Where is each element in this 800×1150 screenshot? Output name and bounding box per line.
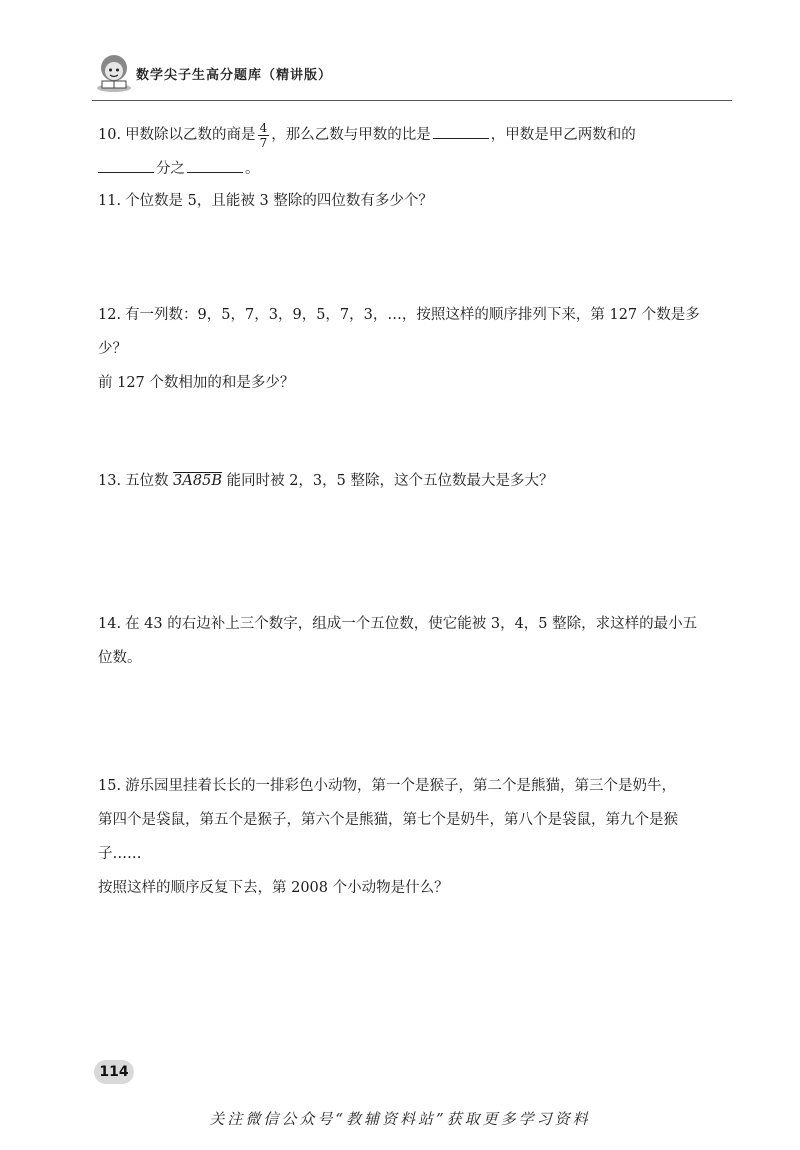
footer-note: 关注微信公众号“教辅资料站”获取更多学习资料: [209, 1110, 591, 1128]
question-text: 第四个是袋鼠，第五个是猴子，第六个是熊猫，第七个是奶牛，第八个是袋鼠，第九个是猴子……: [98, 812, 678, 862]
header-rule: [92, 100, 732, 101]
question-text: 游乐园里挂着长长的一排彩色小动物，第一个是猴子，第二个是熊猫，第三个是奶牛，: [125, 778, 677, 794]
question-11: [98, 184, 713, 218]
question-text: 在 43 的右边补上三个数字，组成一个五位数，使它能被 3，4，5 整除，求这样的最小五: [125, 616, 698, 632]
question-text: 有一列数：9，5，7，3，9，5，7，3，…，按照这样的顺序排列下来，第 127 个数是多少？: [98, 307, 700, 357]
question-text: ，甲数是甲乙两数和的: [490, 127, 636, 143]
question-index: 11.: [98, 193, 122, 209]
question-index: 13.: [98, 473, 122, 489]
answer-blank: [187, 158, 243, 173]
answer-blank: [98, 158, 154, 173]
question-12: [98, 298, 713, 400]
answer-blank: [433, 124, 489, 139]
question-13: [98, 464, 713, 498]
question-text: 位数。: [98, 650, 142, 666]
question-text: 能同时被 2，3，5 整除，这个五位数最大是多大？: [226, 473, 554, 489]
question-text: ，那么乙数与甲数的比是: [271, 127, 431, 143]
question-15: [98, 769, 713, 905]
page-number: 114: [94, 1060, 134, 1084]
fraction-denominator: 7: [259, 135, 268, 150]
question-text: 。: [245, 161, 260, 177]
question-text: 按照这样的顺序反复下去，第 2008 个小动物是什么？: [98, 880, 449, 896]
fraction: [258, 121, 270, 150]
question-index: 12.: [98, 307, 122, 323]
question-text: 前 127 个数相加的和是多少？: [98, 375, 295, 391]
question-index: 15.: [98, 778, 122, 794]
question-index: 14.: [98, 616, 122, 632]
book-title: 数学尖子生高分题库（精讲版）: [136, 68, 333, 83]
five-digit-number: 3A85B: [173, 473, 222, 489]
question-14: [98, 607, 713, 675]
question-text: 个位数是 5，且能被 3 整除的四位数有多少个？: [125, 193, 433, 209]
question-10: [98, 118, 713, 186]
student-mascot-icon: [92, 50, 136, 94]
fraction-numerator: 4: [259, 120, 268, 135]
question-text: 分之: [156, 161, 185, 177]
page-header: [92, 50, 732, 94]
question-index: 10.: [98, 127, 122, 143]
question-text: 甲数除以乙数的商是: [125, 127, 256, 143]
question-text: 五位数: [125, 473, 169, 489]
